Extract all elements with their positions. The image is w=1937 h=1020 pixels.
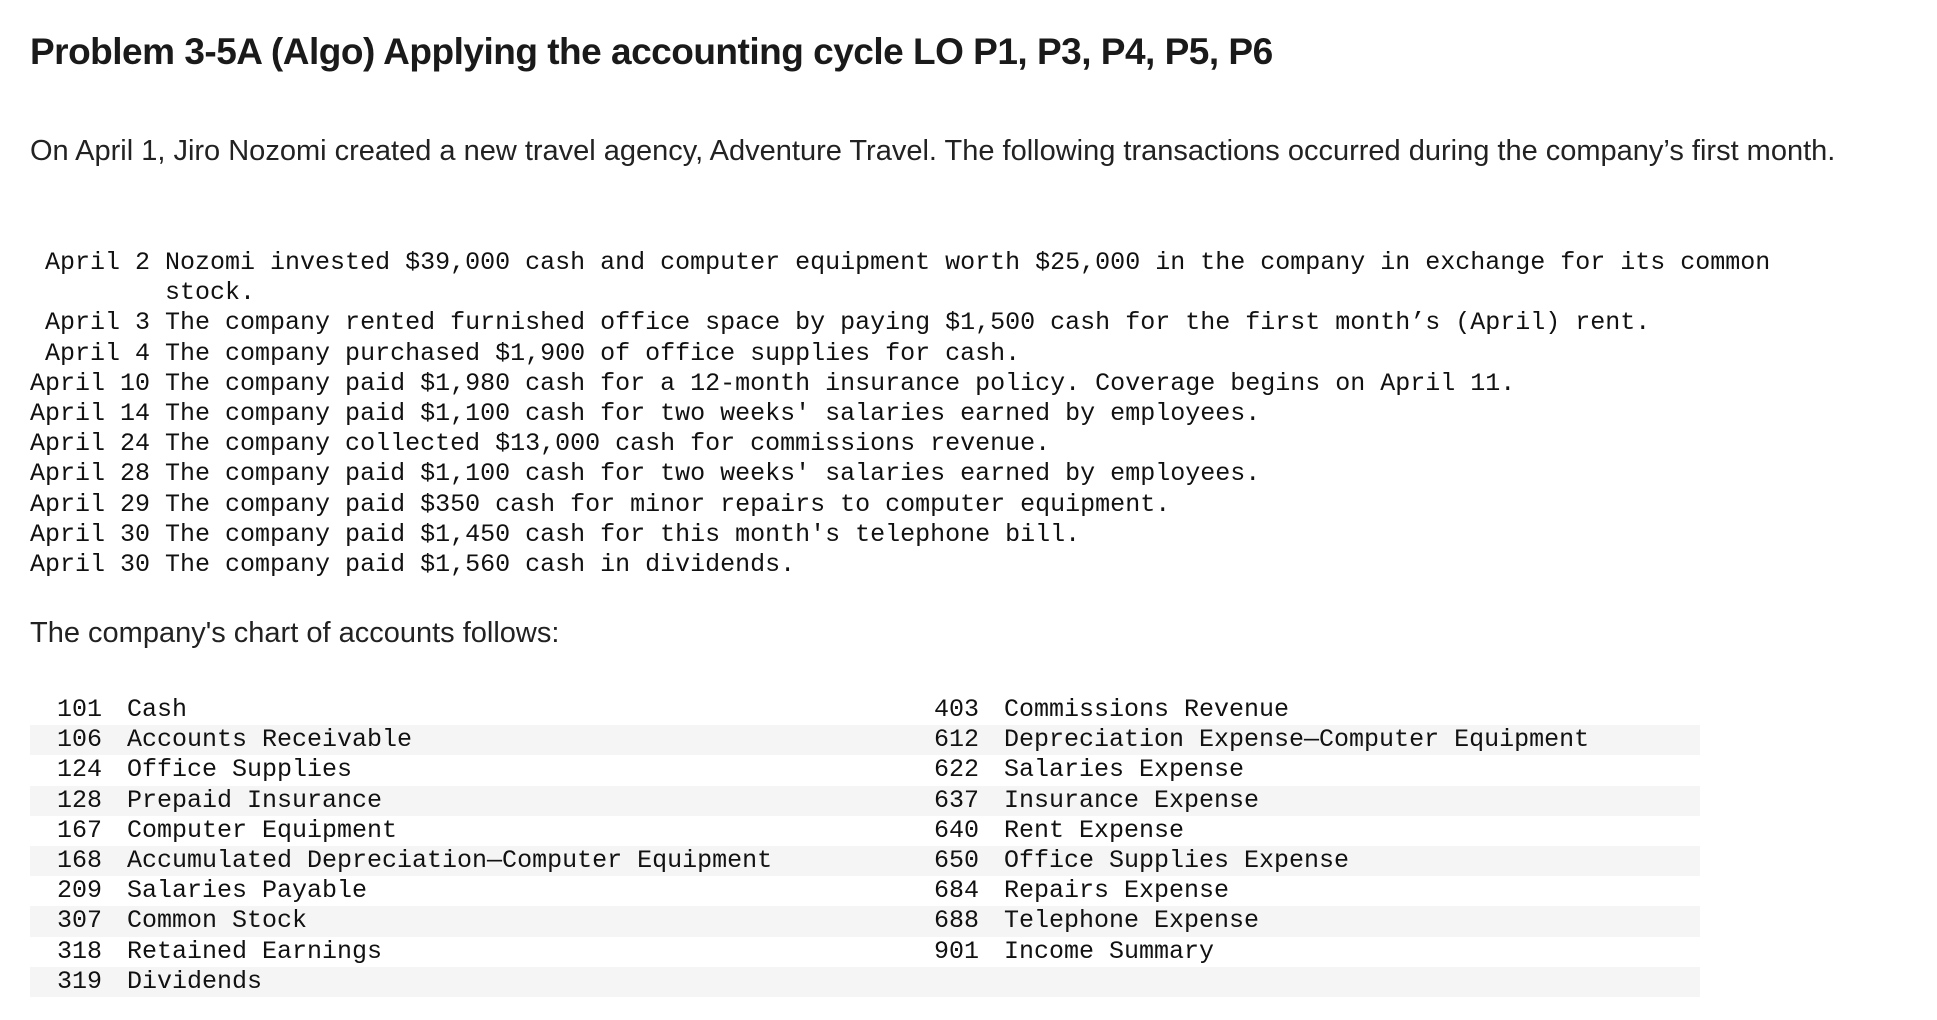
account-number: 640 bbox=[933, 815, 979, 845]
transaction-date: April 2 bbox=[45, 248, 151, 277]
account-number: 688 bbox=[907, 906, 1004, 936]
account-name: Telephone Expense bbox=[1004, 906, 1700, 936]
account-name: Dividends bbox=[127, 967, 907, 997]
transaction-date: April 14 bbox=[30, 399, 151, 429]
account-name: Office Supplies bbox=[127, 755, 353, 785]
transaction-description: The company paid $1,100 cash for two weeks' salaries earned by employees. bbox=[165, 459, 1261, 489]
account-number: 622 bbox=[933, 755, 979, 785]
page-title: Problem 3-5A (Algo) Applying the accounting cycle LO P1, P3, P4, P5, P6 bbox=[30, 31, 1273, 72]
account-name: Prepaid Insurance bbox=[127, 786, 907, 816]
account-name: Repairs Expense bbox=[1004, 876, 1230, 906]
account-name: Retained Earnings bbox=[127, 936, 383, 966]
transaction-row bbox=[30, 520, 1865, 550]
transaction-description: The company paid $1,100 cash for two weeks' salaries earned by employees. bbox=[165, 399, 1261, 429]
account-name: Insurance Expense bbox=[1004, 786, 1700, 816]
account-number: 124 bbox=[56, 755, 102, 785]
transactions-table bbox=[30, 248, 1865, 580]
account-number: 637 bbox=[907, 786, 1004, 816]
account-name: Commissions Revenue bbox=[1004, 695, 1290, 724]
account-number: 612 bbox=[907, 725, 1004, 755]
account-name: Accumulated Depreciation—Computer Equipment bbox=[127, 846, 907, 876]
account-number: 101 bbox=[56, 695, 102, 724]
transaction-row bbox=[30, 459, 1865, 489]
account-number: 307 bbox=[30, 906, 127, 936]
account-name: Computer Equipment bbox=[127, 815, 398, 845]
account-number: 650 bbox=[907, 846, 1004, 876]
account-name: Common Stock bbox=[127, 906, 907, 936]
transaction-date: April 30 bbox=[30, 550, 151, 580]
account-number: 168 bbox=[30, 846, 127, 876]
account-name: Office Supplies Expense bbox=[1004, 846, 1700, 876]
transaction-row bbox=[30, 490, 1865, 520]
transaction-row bbox=[30, 429, 1865, 459]
account-number: 209 bbox=[56, 876, 102, 906]
transaction-description: The company rented furnished office space by paying $1,500 cash for the first month’s (April) rent. bbox=[165, 308, 1651, 338]
transaction-row bbox=[30, 248, 1865, 308]
transaction-date: April 3 bbox=[45, 308, 151, 338]
account-row bbox=[30, 695, 1700, 725]
transaction-description: The company paid $1,560 cash in dividends. bbox=[165, 550, 796, 580]
account-number: 106 bbox=[30, 725, 127, 755]
transaction-date: April 10 bbox=[30, 368, 151, 398]
transaction-date: April 24 bbox=[30, 429, 151, 459]
transaction-description: The company purchased $1,900 of office supplies for cash. bbox=[165, 338, 1021, 368]
account-number: 167 bbox=[56, 815, 102, 845]
account-name: Salaries Expense bbox=[1004, 755, 1245, 785]
account-name: Income Summary bbox=[1004, 936, 1215, 966]
account-row bbox=[30, 937, 1700, 967]
account-row bbox=[30, 906, 1700, 936]
transaction-row bbox=[30, 339, 1865, 369]
transaction-description: The company collected $13,000 cash for commissions revenue. bbox=[165, 429, 1051, 459]
chart-of-accounts-table bbox=[30, 695, 1700, 997]
account-row bbox=[30, 967, 1700, 997]
account-row bbox=[30, 846, 1700, 876]
transaction-row bbox=[30, 369, 1865, 399]
account-number: 901 bbox=[933, 936, 979, 966]
account-row bbox=[30, 876, 1700, 906]
transaction-row bbox=[30, 399, 1865, 429]
account-name: Cash bbox=[127, 695, 188, 724]
transaction-description: Nozomi invested $39,000 cash and computer equipment worth $25,000 in the company in exchange for its common stock. bbox=[165, 248, 1771, 308]
transaction-description: The company paid $350 cash for minor repairs to computer equipment. bbox=[165, 489, 1171, 519]
account-number: 319 bbox=[30, 967, 127, 997]
account-number bbox=[907, 967, 1004, 997]
transaction-date: April 4 bbox=[45, 338, 151, 368]
account-name: Depreciation Expense—Computer Equipment bbox=[1004, 725, 1700, 755]
account-row bbox=[30, 725, 1700, 755]
account-name: Salaries Payable bbox=[127, 876, 368, 906]
account-row bbox=[30, 786, 1700, 816]
transaction-row bbox=[30, 550, 1865, 580]
account-name: Rent Expense bbox=[1004, 815, 1185, 845]
transaction-row bbox=[30, 308, 1865, 338]
account-name: Accounts Receivable bbox=[127, 725, 907, 755]
account-number: 318 bbox=[56, 936, 102, 966]
intro-paragraph: On April 1, Jiro Nozomi created a new travel agency, Adventure Travel. The following transactions occurred during the company’s first month. bbox=[30, 135, 1836, 167]
transaction-description: The company paid $1,450 cash for this month's telephone bill. bbox=[165, 519, 1081, 549]
chart-of-accounts-intro: The company's chart of accounts follows: bbox=[30, 617, 560, 649]
transaction-date: April 28 bbox=[30, 459, 151, 489]
transaction-date: April 30 bbox=[30, 519, 151, 549]
account-number: 684 bbox=[933, 876, 979, 906]
account-name bbox=[1004, 967, 1700, 997]
account-number: 403 bbox=[933, 695, 979, 724]
account-row bbox=[30, 755, 1700, 785]
account-row bbox=[30, 816, 1700, 846]
account-number: 128 bbox=[30, 786, 127, 816]
transaction-date: April 29 bbox=[30, 489, 151, 519]
transaction-description: The company paid $1,980 cash for a 12-month insurance policy. Coverage begins on April 11. bbox=[165, 368, 1516, 398]
